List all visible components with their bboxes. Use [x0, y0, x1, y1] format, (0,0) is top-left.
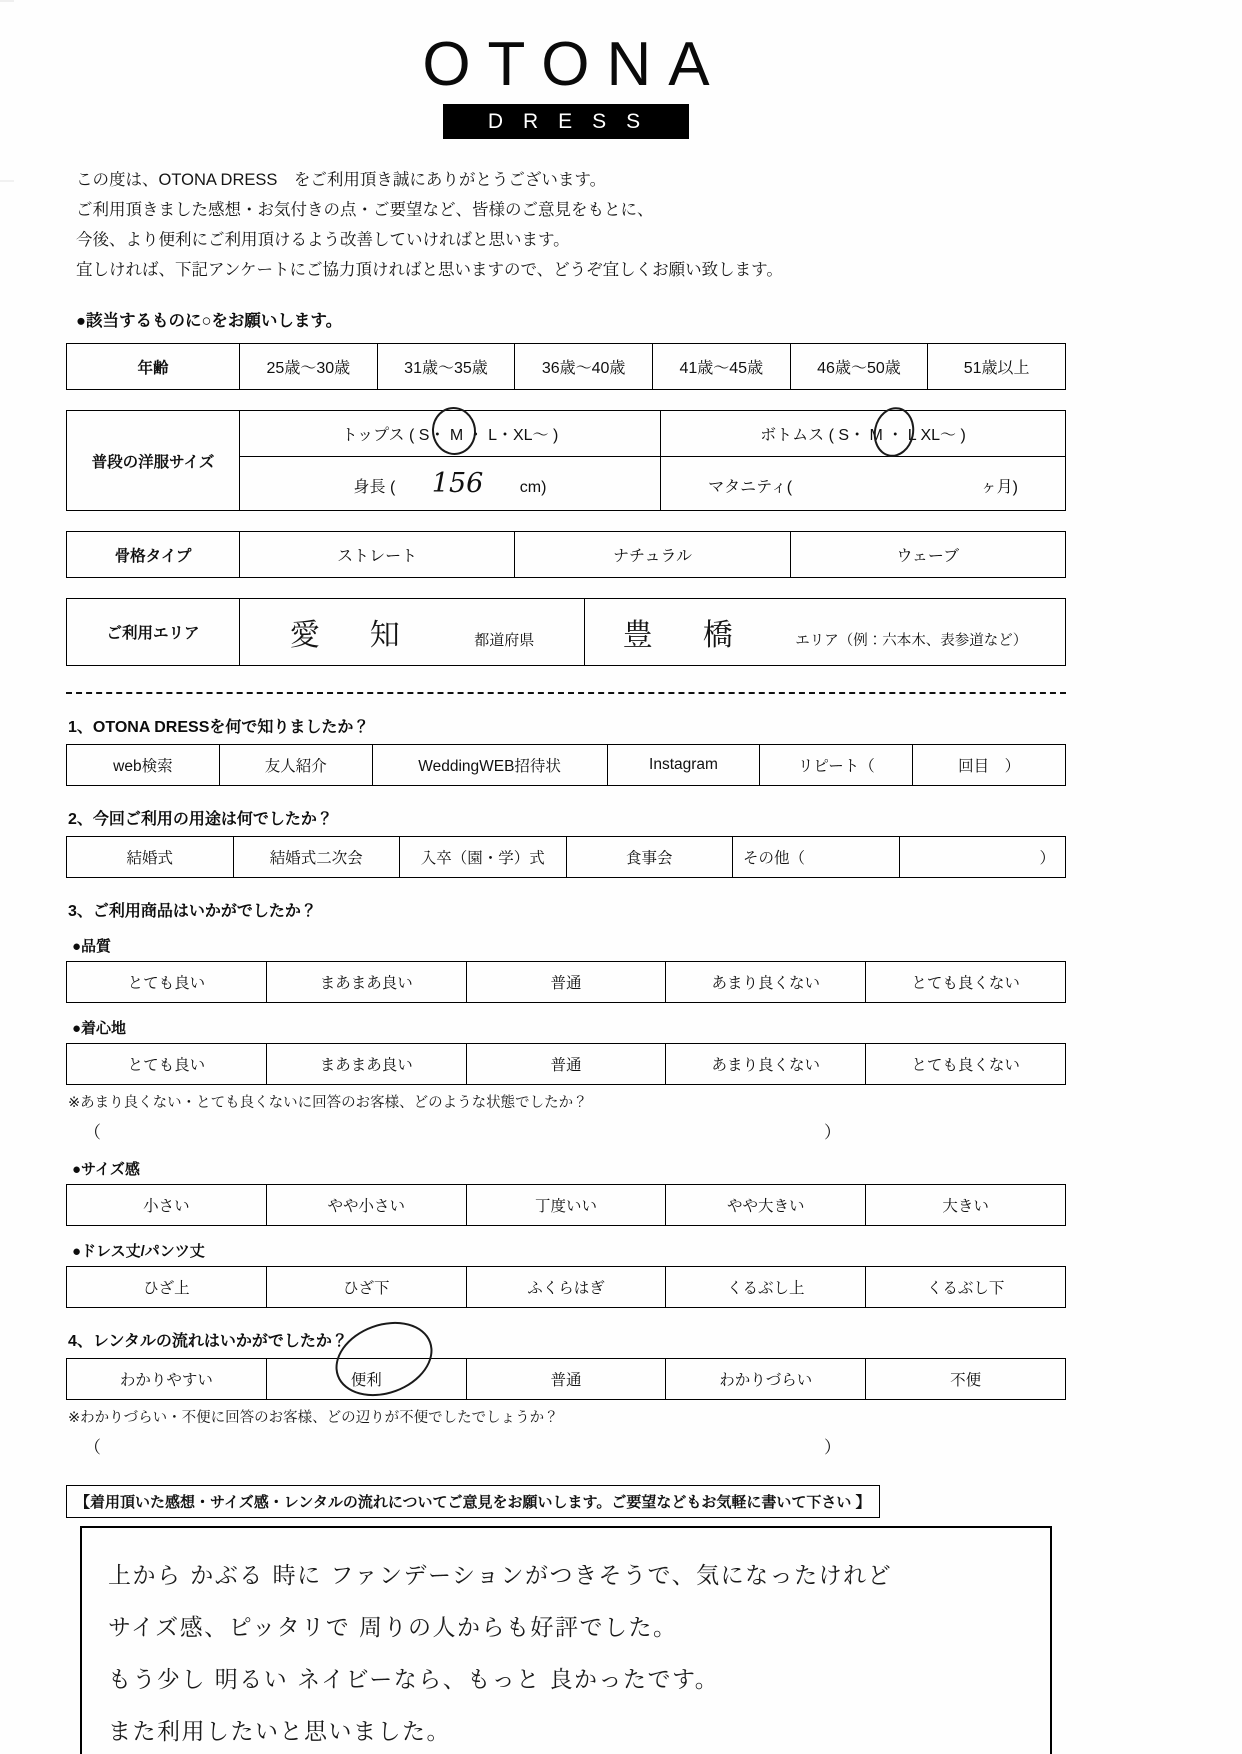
bottoms-size-cell[interactable] [661, 411, 1066, 457]
brand-name-otona: OTONA [422, 30, 727, 99]
intro-line-4: 宜しければ、下記アンケートにご協力頂ければと思いますので、どうぞ宜しくお願い致します。 [76, 261, 783, 279]
quality-option-fairly-good[interactable]: まあまあ良い [266, 962, 466, 1003]
comfort-option-very-bad[interactable]: とても良くない [866, 1044, 1066, 1085]
length-table [66, 1266, 1066, 1308]
bottoms-size-text: ボトムス ( S・ M ・ L XL〜 ) [760, 427, 966, 444]
table-row [67, 962, 1066, 1003]
intro-line-1: この度は、OTONA DRESS をご利用頂き誠にありがとうございます。 [76, 171, 607, 189]
comfort-label: ●着心地 [72, 1020, 127, 1037]
free-comment-line-1: 上から かぶる 時に ファンデーションがつきそうで、気になったけれど [108, 1563, 893, 1589]
skeleton-type-table [66, 531, 1066, 578]
q2-option-after-party[interactable]: 結婚式二次会 [233, 837, 400, 878]
close-paren: ） [824, 1438, 841, 1457]
q4-option-convenient[interactable]: 便利 [266, 1359, 466, 1400]
q4-option-inconvenient[interactable]: 不便 [866, 1359, 1066, 1400]
length-option-calf[interactable]: ふくらはぎ [466, 1267, 666, 1308]
q1-option-repeat-count[interactable]: 回目 ） [913, 745, 1066, 786]
clothing-size-table [66, 410, 1066, 511]
q4-answer-field[interactable] [84, 1433, 1066, 1459]
comfort-option-not-very-good[interactable]: あまり良くない [666, 1044, 866, 1085]
height-value: 156 [431, 468, 484, 499]
age-table [66, 343, 1066, 390]
comfort-note: ※あまり良くない・とても良くないに回答のお客様、どのような状態でしたか？ [68, 1095, 588, 1111]
length-option-below-knee[interactable]: ひざ下 [266, 1267, 466, 1308]
q1-option-repeat[interactable]: リピート（ [760, 745, 913, 786]
area-value: 豊 橋 [622, 618, 743, 653]
open-paren: （ [84, 1123, 101, 1142]
table-row [67, 532, 1066, 578]
q1-table [66, 744, 1066, 786]
skeleton-option-wave[interactable]: ウェーブ [790, 532, 1065, 578]
comfort-option-very-good[interactable]: とても良い [67, 1044, 267, 1085]
height-label: 身長 ( [353, 479, 396, 496]
table-row [67, 1044, 1066, 1085]
prefecture-suffix: 都道府県 [474, 632, 535, 649]
age-label: 年齢 [67, 344, 240, 390]
comfort-option-fairly-good[interactable]: まあまあ良い [266, 1044, 466, 1085]
area-label: ご利用エリア [67, 599, 240, 666]
table-row [67, 1359, 1066, 1400]
circle-instruction: ●該当するものに○をお願いします。 [76, 312, 343, 330]
prefecture-cell[interactable] [240, 599, 585, 666]
height-cell[interactable] [240, 457, 661, 511]
intro-paragraph [66, 165, 1066, 285]
q2-option-other-close[interactable]: ） [899, 837, 1066, 878]
size-feel-label: ●サイズ感 [72, 1161, 140, 1178]
area-suffix: エリア（例：六本木、表参道など） [795, 633, 1028, 649]
scan-edge-artifact [0, 0, 14, 1754]
quality-option-very-good[interactable]: とても良い [67, 962, 267, 1003]
q4-option-easy-to-understand[interactable]: わかりやすい [67, 1359, 267, 1400]
quality-table [66, 961, 1066, 1003]
age-option-41-45[interactable]: 41歳〜45歳 [652, 344, 790, 390]
section-divider [66, 692, 1066, 694]
table-row [67, 344, 1066, 390]
age-option-51-plus[interactable]: 51歳以上 [928, 344, 1066, 390]
quality-label: ●品質 [72, 938, 112, 955]
table-row [67, 411, 1066, 457]
q1-option-wedding-web[interactable]: WeddingWEB招待状 [372, 745, 607, 786]
free-comment-line-3: もう少し 明るい ネイビーなら、もっと 良かったです。 [108, 1667, 720, 1693]
q2-option-wedding[interactable]: 結婚式 [67, 837, 234, 878]
free-comment-line-4: また利用したいと思いました。 [108, 1719, 451, 1745]
skeleton-option-straight[interactable]: ストレート [240, 532, 515, 578]
table-row [67, 837, 1066, 878]
intro-line-3: 今後、より便利にご利用頂けるよう改善していければと思います。 [76, 231, 570, 249]
tops-size-text: トップス ( S・ M ・ L・XL〜 ) [341, 427, 559, 444]
table-row [67, 1267, 1066, 1308]
q2-option-ceremony[interactable]: 入卒（園・学）式 [400, 837, 567, 878]
question-3-heading: 3、ご利用商品はいかがでしたか？ [68, 903, 317, 920]
q1-option-web-search[interactable]: web検索 [67, 745, 220, 786]
intro-line-2: ご利用頂きました感想・お気付きの点・ご要望など、皆様のご意見をもとに、 [76, 201, 654, 219]
comfort-option-normal[interactable]: 普通 [466, 1044, 666, 1085]
q2-option-other[interactable]: その他（ [733, 837, 900, 878]
table-row [67, 599, 1066, 666]
open-paren: （ [84, 1438, 101, 1457]
free-comment-box[interactable] [80, 1526, 1052, 1754]
age-option-25-30[interactable]: 25歳〜30歳 [240, 344, 378, 390]
skeleton-option-natural[interactable]: ナチュラル [515, 532, 790, 578]
maternity-label: マタニティ( [708, 479, 793, 496]
question-4-heading [68, 1328, 1066, 1351]
quality-option-very-bad[interactable]: とても良くない [866, 962, 1066, 1003]
length-option-above-knee[interactable]: ひざ上 [67, 1267, 267, 1308]
area-table [66, 598, 1066, 666]
table-row [67, 1185, 1066, 1226]
length-label: ●ドレス丈/パンツ丈 [72, 1243, 205, 1260]
maternity-unit: ヶ月) [980, 479, 1018, 496]
clothing-size-label: 普段の洋服サイズ [67, 411, 240, 511]
comfort-table [66, 1043, 1066, 1085]
question-1-heading: 1、OTONA DRESSを何で知りましたか？ [68, 719, 370, 736]
length-option-above-ankle[interactable]: くるぶし上 [666, 1267, 866, 1308]
size-option-slightly-small[interactable]: やや小さい [266, 1185, 466, 1226]
size-feel-table [66, 1184, 1066, 1226]
q1-option-instagram[interactable]: Instagram [607, 745, 760, 786]
size-option-slightly-large[interactable]: やや大きい [666, 1185, 866, 1226]
size-option-small[interactable]: 小さい [67, 1185, 267, 1226]
q2-option-dining[interactable]: 食事会 [566, 837, 733, 878]
age-option-46-50[interactable]: 46歳〜50歳 [790, 344, 928, 390]
maternity-cell[interactable] [661, 457, 1066, 511]
q4-option-hard-to-understand[interactable]: わかりづらい [666, 1359, 866, 1400]
size-option-large[interactable]: 大きい [866, 1185, 1066, 1226]
question-4-heading-text: 4、レンタルの流れはいかがでしたか？ [68, 1333, 348, 1350]
page-content [66, 0, 1066, 1754]
free-comment-heading: 【着用頂いた感想・サイズ感・レンタルの流れについてご意見をお願いします。ご要望などもお気軽に書いて下さい 】 [66, 1485, 880, 1518]
comfort-answer-field[interactable] [84, 1118, 1066, 1144]
skeleton-type-label: 骨格タイプ [67, 532, 240, 578]
question-2-heading: 2、今回ご利用の用途は何でしたか？ [68, 811, 333, 828]
free-comment-line-2: サイズ感、ピッタリで 周りの人からも好評でした。 [108, 1615, 678, 1641]
q2-table [66, 836, 1066, 878]
q4-option-normal[interactable]: 普通 [466, 1359, 666, 1400]
length-option-below-ankle[interactable]: くるぶし下 [866, 1267, 1066, 1308]
age-option-31-35[interactable]: 31歳〜35歳 [377, 344, 515, 390]
area-name-cell[interactable] [585, 599, 1066, 666]
q1-option-friend-referral[interactable]: 友人紹介 [219, 745, 372, 786]
brand-name-dress: DRESS [443, 104, 689, 139]
prefecture-value: 愛 知 [289, 618, 410, 653]
q4-note: ※わかりづらい・不便に回答のお客様、どの辺りが不便でしたでしょうか？ [68, 1410, 559, 1426]
brand-logo [66, 0, 1066, 139]
tops-size-cell[interactable] [240, 411, 661, 457]
maternity-value [797, 468, 861, 499]
quality-option-normal[interactable]: 普通 [466, 962, 666, 1003]
age-option-36-40[interactable]: 36歳〜40歳 [515, 344, 653, 390]
q4-table [66, 1358, 1066, 1400]
height-unit: cm) [519, 479, 547, 496]
size-option-just-right[interactable]: 丁度いい [466, 1185, 666, 1226]
table-row [67, 745, 1066, 786]
quality-option-not-very-good[interactable]: あまり良くない [666, 962, 866, 1003]
close-paren: ） [824, 1123, 841, 1142]
